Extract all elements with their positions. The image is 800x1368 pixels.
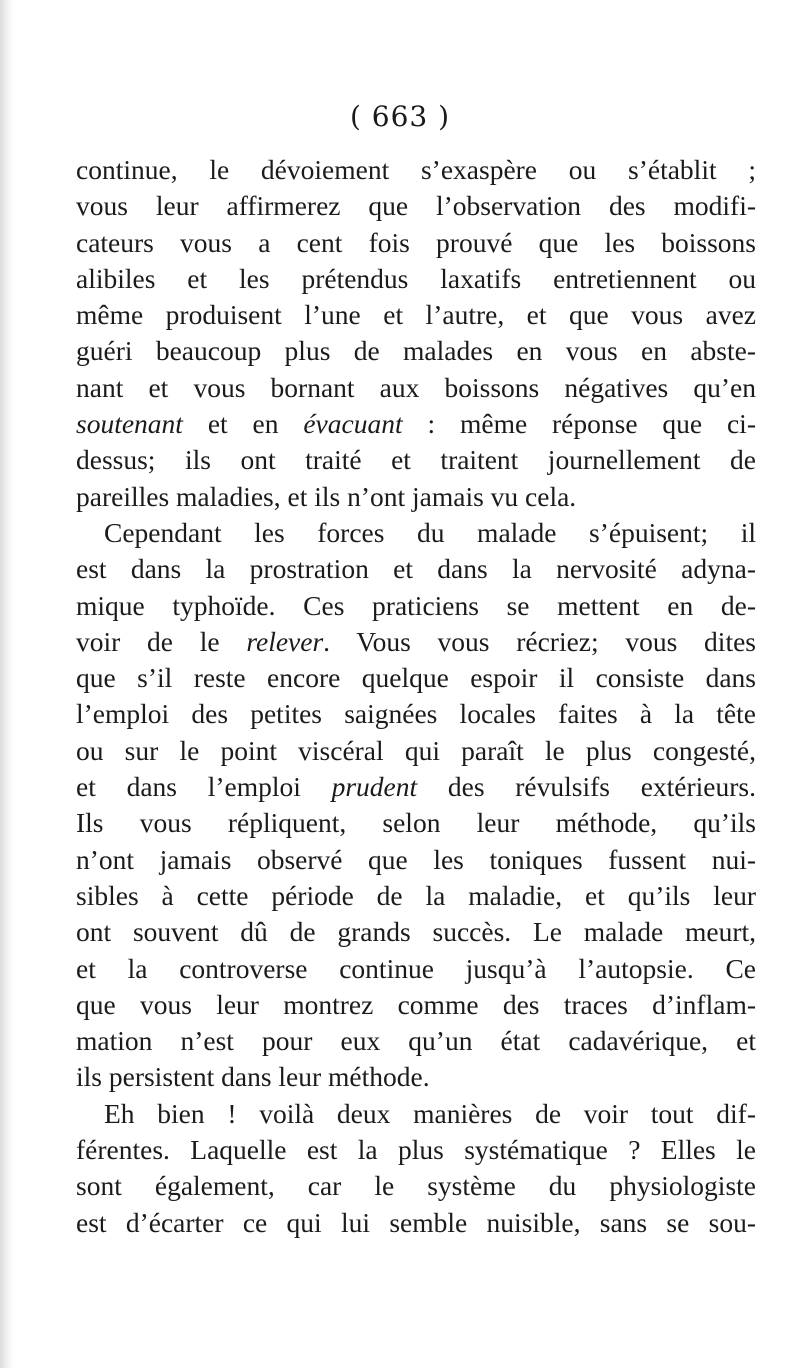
text-line [76, 624, 756, 660]
text-segment: même produisent l’une et l’autre, et que vous avez [76, 299, 756, 331]
text-segment: alibiles et les prétendus laxatifs entretiennent ou [76, 262, 756, 294]
text-segment: des révulsifs extérieurs. [417, 771, 756, 803]
page-gutter-shadow [0, 0, 14, 1368]
text-line [76, 370, 756, 406]
text-line [76, 261, 756, 297]
italic-word: relever [246, 625, 324, 657]
text-segment: cateurs vous a cent fois prouvé que les boissons [76, 226, 756, 258]
text-line [76, 1132, 756, 1168]
body-text [76, 152, 756, 1241]
text-line [76, 769, 756, 805]
text-line [76, 551, 756, 587]
text-segment: ont souvent dû de grands succès. Le malade meurt, [76, 916, 756, 948]
text-segment: . Vous vous récriez; vous dites [323, 625, 756, 657]
text-segment: pareilles maladies, et ils n’ont jamais vu cela. [76, 480, 577, 512]
text-line [76, 842, 756, 878]
text-segment: Eh bien ! voilà deux manières de voir tout dif- [104, 1097, 756, 1129]
text-segment: et la controverse continue jusqu’à l’autopsie. Ce [76, 952, 756, 984]
text-line [76, 1205, 756, 1241]
text-segment: et en [182, 408, 304, 440]
text-segment: Cependant les forces du malade s’épuisent; il [104, 516, 756, 548]
text-segment: l’emploi des petites saignées locales faites à la tête [76, 698, 756, 730]
text-line [76, 333, 756, 369]
text-line [76, 515, 756, 551]
text-segment: nant et vous bornant aux boissons négatives qu’en [76, 371, 756, 403]
page-number: ( 663 ) [349, 100, 451, 133]
text-segment: et dans l’emploi [76, 771, 332, 803]
text-line [76, 987, 756, 1023]
text-line [76, 733, 756, 769]
text-line [76, 805, 756, 841]
text-segment: ils persistent dans leur méthode. [76, 1061, 430, 1093]
text-segment: mique typhoïde. Ces praticiens se mettent en de- [76, 589, 756, 621]
text-segment: mation n’est pour eux qu’un état cadavérique, et [76, 1025, 756, 1057]
text-segment: : même réponse que ci- [402, 408, 756, 440]
text-segment: sibles à cette période de la maladie, et qu’ils leur [76, 879, 756, 911]
text-line [76, 878, 756, 914]
text-line [76, 152, 756, 188]
text-segment: ou sur le point viscéral qui paraît le plus congesté, [76, 734, 756, 766]
text-segment: voir de le [76, 625, 247, 657]
text-line [76, 696, 756, 732]
text-line [76, 406, 756, 442]
text-line [76, 442, 756, 478]
text-segment: sont également, car le système du physiologiste [76, 1170, 756, 1202]
text-segment: n’ont jamais observé que les toniques fussent nui- [76, 843, 756, 875]
text-segment: férentes. Laquelle est la plus systématique ? Elles le [76, 1134, 756, 1166]
italic-word: prudent [331, 771, 418, 803]
italic-word: évacuant [303, 408, 403, 440]
text-line [76, 951, 756, 987]
text-line [76, 188, 756, 224]
text-line [76, 1168, 756, 1204]
text-segment: que s’il reste encore quelque espoir il consiste dans [76, 662, 756, 694]
text-line [76, 1096, 756, 1132]
text-line [76, 588, 756, 624]
text-line [76, 660, 756, 696]
italic-word: soutenant [76, 408, 183, 440]
text-line [76, 914, 756, 950]
text-segment: guéri beaucoup plus de malades en vous en abste- [76, 335, 756, 367]
text-segment: est d’écarter ce qui lui semble nuisible, sans se sou- [76, 1206, 756, 1238]
text-line [76, 1023, 756, 1059]
text-line [76, 479, 756, 515]
text-line [76, 297, 756, 333]
text-segment: dessus; ils ont traité et traitent journellement de [76, 444, 756, 476]
text-segment: est dans la prostration et dans la nervosité adyna- [76, 553, 756, 585]
text-segment: Ils vous répliquent, selon leur méthode, qu’ils [76, 807, 756, 839]
text-segment: que vous leur montrez comme des traces d’inflam- [76, 988, 756, 1020]
text-line [76, 225, 756, 261]
text-segment: vous leur affirmerez que l’observation des modifi- [76, 190, 756, 222]
text-line [76, 1059, 756, 1095]
text-segment: continue, le dévoiement s’exaspère ou s’établit ; [76, 154, 756, 185]
